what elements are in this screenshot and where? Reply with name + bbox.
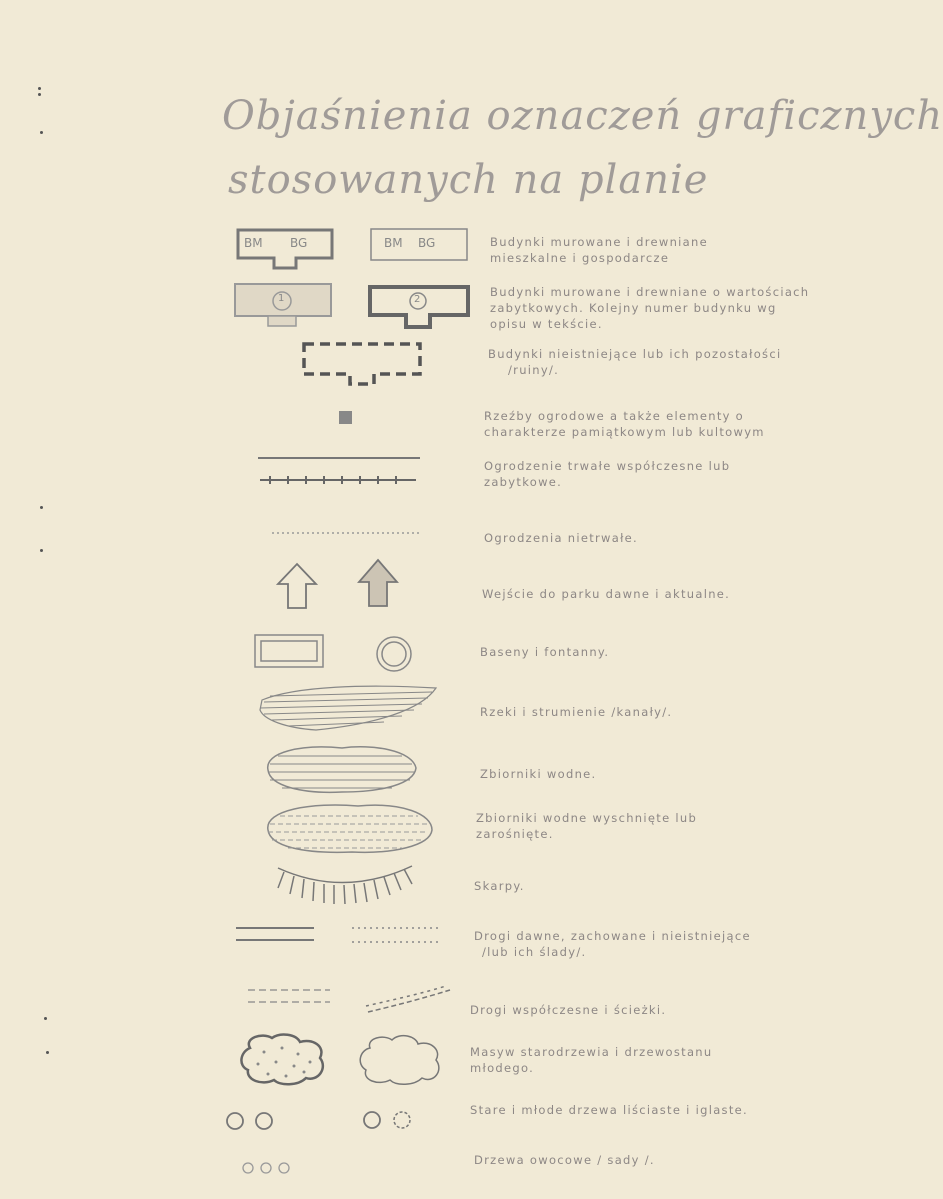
legend-entry: [470, 1102, 748, 1118]
legend-line: charakterze pamiątkowym lub kultowym: [484, 425, 765, 439]
margin-dot: [38, 87, 41, 90]
page-title: [222, 84, 943, 212]
legend-line: Rzeki i strumienie /kanały/.: [480, 705, 673, 719]
legend-line: /ruiny/.: [508, 363, 560, 377]
legend-line: zabytkowych. Kolejny numer budynku wg: [490, 301, 777, 315]
legend-line: Baseny i fontanny.: [480, 645, 610, 659]
legend-entry: [470, 1002, 666, 1018]
deciduous-tree-symbols: [224, 1110, 288, 1134]
legend-line: Masyw starodrzewia i drzewostanu: [470, 1045, 713, 1059]
legend-entry: [480, 704, 672, 720]
coniferous-tree-symbols: [360, 1108, 424, 1134]
entrance-old-arrow-icon: [275, 562, 319, 610]
sculpture-symbol: [338, 410, 354, 426]
modern-road-symbol: [246, 986, 334, 1006]
legend-entry: [474, 928, 751, 960]
escarpment-symbol: [274, 862, 416, 906]
legend-line: Zbiorniki wodne wyschnięte lub: [476, 811, 698, 825]
legend-entry: [490, 234, 708, 266]
old-road-symbol: [234, 924, 318, 946]
label-bg: BG: [290, 236, 308, 250]
legend-line: Budynki nieistniejące lub ich pozostałości: [488, 347, 782, 361]
legend-entry: [482, 586, 730, 602]
legend-line: zarośnięte.: [476, 827, 554, 841]
legend-line: mieszkalne i gospodarcze: [490, 251, 670, 265]
historic-building-symbol: [234, 283, 334, 329]
margin-dot: [40, 131, 43, 134]
legend-line: Zbiorniki wodne.: [480, 767, 597, 781]
permanent-fence-symbol: [256, 452, 422, 488]
margin-dot: [44, 1017, 47, 1020]
young-tree-stand-symbol: [354, 1034, 444, 1086]
lost-road-symbol: [350, 924, 446, 948]
building-number: 1: [278, 293, 285, 304]
legend-entry: [484, 458, 730, 490]
river-symbol: [256, 680, 442, 734]
legend-entry: [476, 810, 697, 842]
legend-line: Budynki murowane i drewniane o wartościach: [490, 285, 810, 299]
legend-line: Drzewa owocowe / sady /.: [474, 1153, 655, 1167]
label-bm: BM: [384, 236, 403, 250]
legend-line: /lub ich ślady/.: [482, 945, 587, 959]
building-symbol-masonry: [236, 228, 336, 272]
legend-entry: [488, 346, 781, 378]
legend-entry: [470, 1044, 713, 1076]
legend-line: Ogrodzenia nietrwałe.: [484, 531, 639, 545]
legend-entry: [490, 284, 809, 332]
pool-symbol: [254, 634, 326, 670]
fruit-tree-symbols: [240, 1160, 304, 1178]
legend-line: Wejście do parku dawne i aktualne.: [482, 587, 731, 601]
legend-line: Skarpy.: [474, 879, 525, 893]
title-line-1: Objaśnienia oznaczeń graficznych: [222, 93, 943, 139]
entrance-current-arrow-icon: [356, 558, 400, 610]
margin-dot: [40, 506, 43, 509]
label-bm: BM: [244, 236, 263, 250]
water-reservoir-symbol: [262, 740, 422, 796]
legend-line: młodego.: [470, 1061, 535, 1075]
margin-dot: [38, 93, 41, 96]
margin-dot: [40, 549, 43, 552]
legend-entry: [474, 878, 525, 894]
dried-reservoir-symbol: [262, 800, 438, 856]
legend-line: Rzeźby ogrodowe a także elementy o: [484, 409, 745, 423]
legend-entry: [474, 1152, 655, 1168]
historic-building-symbol: [368, 285, 472, 331]
legend-line: Ogrodzenie trwałe współczesne lub: [484, 459, 731, 473]
legend-entry: [484, 408, 765, 440]
legend-line: Stare i młode drzewa liściaste i iglaste.: [470, 1103, 748, 1117]
building-number: 2: [414, 294, 421, 305]
fountain-symbol: [374, 634, 414, 674]
legend-entry: [484, 530, 638, 546]
legend-line: Drogi współczesne i ścieżki.: [470, 1003, 667, 1017]
old-tree-stand-symbol: [236, 1032, 330, 1088]
legend-line: Drogi dawne, zachowane i nieistniejące: [474, 929, 751, 943]
ruins-symbol: [300, 340, 426, 388]
temporary-fence-symbol: [270, 530, 426, 536]
legend-entry: [480, 766, 597, 782]
label-bg: BG: [418, 236, 436, 250]
margin-dot: [46, 1051, 49, 1054]
legend-line: opisu w tekście.: [490, 317, 603, 331]
path-symbol: [364, 986, 454, 1016]
title-line-2: stosowanych na planie: [228, 157, 709, 203]
legend-line: zabytkowe.: [484, 475, 563, 489]
legend-entry: [480, 644, 609, 660]
legend-line: Budynki murowane i drewniane: [490, 235, 708, 249]
